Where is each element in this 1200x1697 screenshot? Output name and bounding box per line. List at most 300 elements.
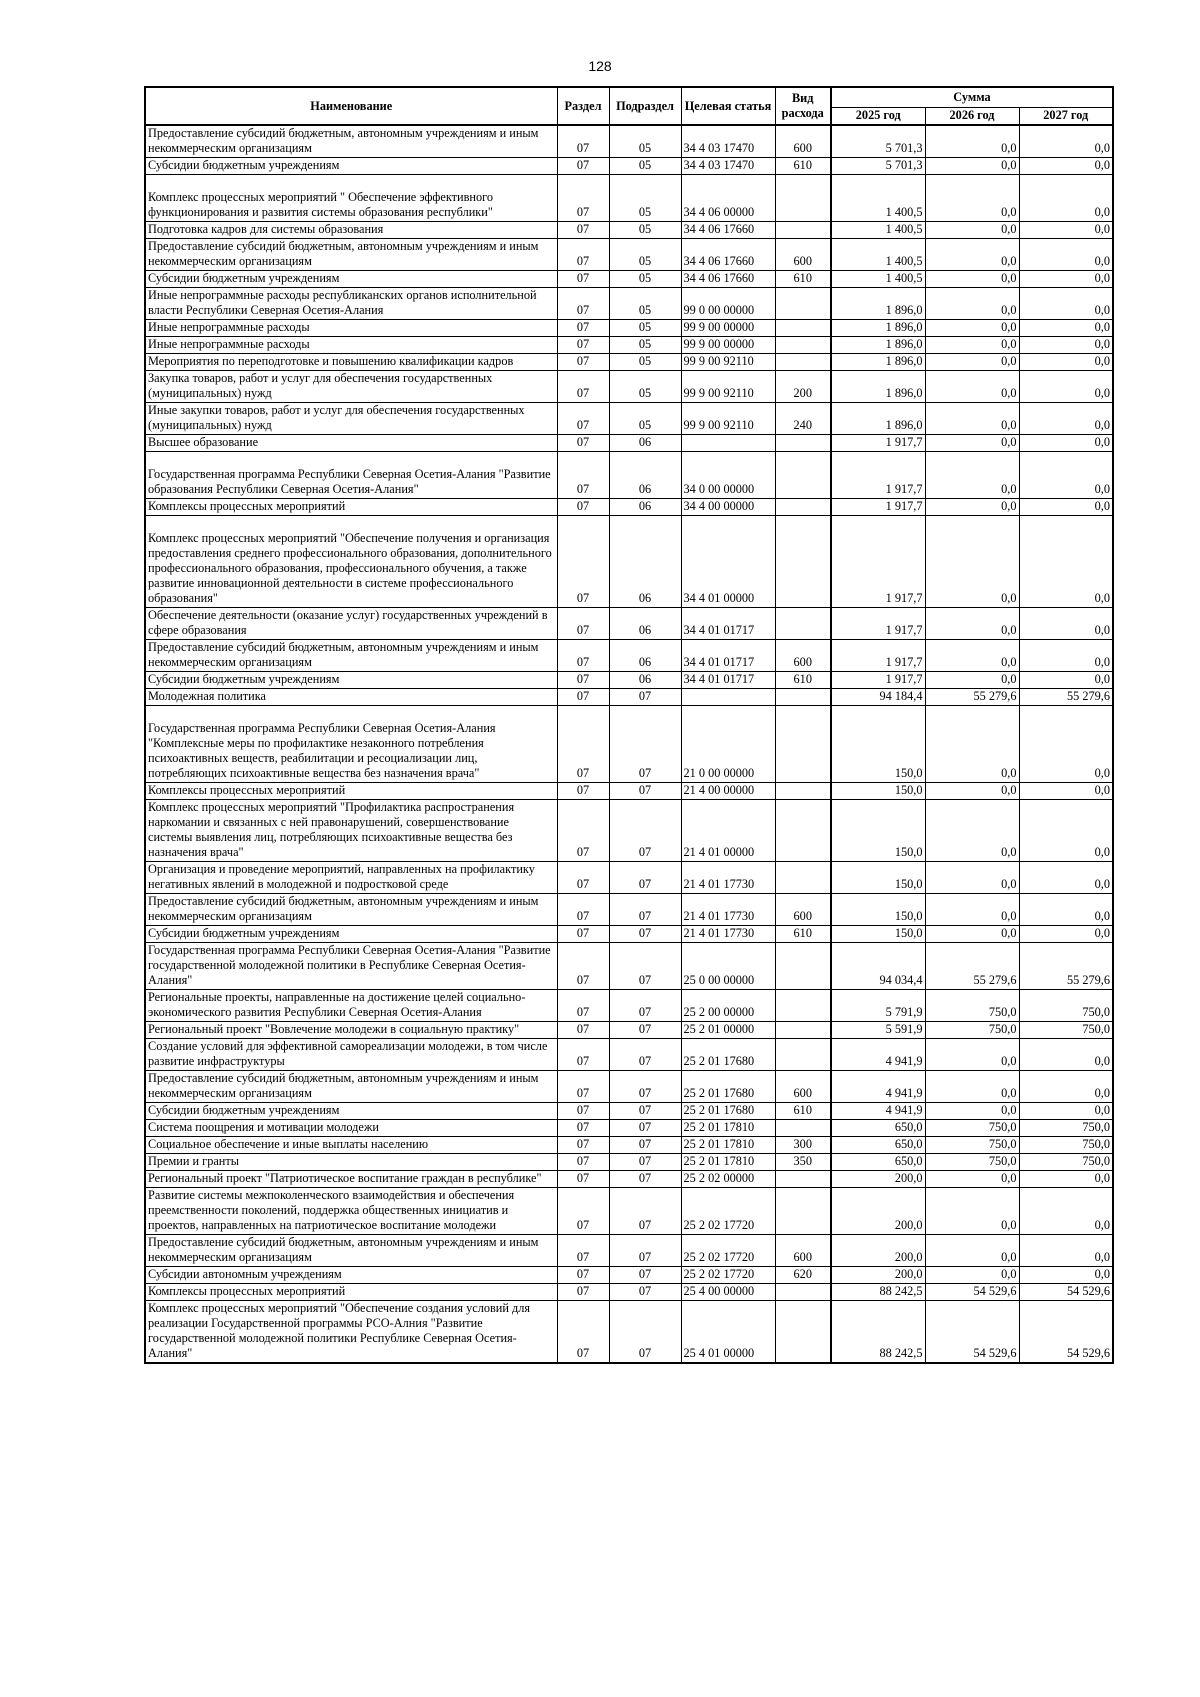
cell-sum-2026: 0,0	[925, 435, 1019, 452]
cell-expense-type	[775, 1022, 831, 1039]
cell-sum-2026: 0,0	[925, 175, 1019, 222]
cell-subsection: 07	[609, 1154, 681, 1171]
cell-name: Предоставление субсидий бюджетным, автономным учреждениям и иным некоммерческим организациям	[145, 239, 557, 271]
cell-expense-type: 600	[775, 894, 831, 926]
cell-sum-2026: 750,0	[925, 1022, 1019, 1039]
header-sum: Сумма	[831, 87, 1113, 107]
cell-section: 07	[557, 689, 609, 706]
cell-subsection: 07	[609, 1267, 681, 1284]
cell-name: Создание условий для эффективной самореализации молодежи, в том числе развитие инфраструктуры	[145, 1039, 557, 1071]
cell-sum-2025: 1 400,5	[831, 271, 925, 288]
cell-sum-2027: 0,0	[1019, 706, 1113, 783]
table-row	[145, 337, 1113, 354]
cell-sum-2027: 0,0	[1019, 1235, 1113, 1267]
table-row	[145, 125, 1113, 158]
cell-sum-2025: 650,0	[831, 1137, 925, 1154]
cell-subsection: 06	[609, 516, 681, 608]
header-name: Наименование	[145, 87, 557, 125]
cell-name: Предоставление субсидий бюджетным, автономным учреждениям и иным некоммерческим организациям	[145, 1235, 557, 1267]
cell-sum-2025: 5 701,3	[831, 158, 925, 175]
cell-target-article: 25 2 00 00000	[681, 990, 775, 1022]
cell-sum-2027: 0,0	[1019, 435, 1113, 452]
cell-subsection: 05	[609, 288, 681, 320]
cell-sum-2026: 0,0	[925, 1039, 1019, 1071]
cell-section: 07	[557, 1022, 609, 1039]
header-target-article: Целевая статья	[681, 87, 775, 125]
cell-sum-2025: 88 242,5	[831, 1284, 925, 1301]
cell-sum-2026: 750,0	[925, 1120, 1019, 1137]
cell-sum-2025: 1 400,5	[831, 175, 925, 222]
cell-name: Закупка товаров, работ и услуг для обеспечения государственных (муниципальных) нужд	[145, 371, 557, 403]
cell-subsection: 07	[609, 943, 681, 990]
cell-sum-2026: 0,0	[925, 1188, 1019, 1235]
cell-section: 07	[557, 1137, 609, 1154]
cell-subsection: 07	[609, 1301, 681, 1364]
cell-name: Премии и гранты	[145, 1154, 557, 1171]
cell-sum-2026: 0,0	[925, 239, 1019, 271]
cell-section: 07	[557, 926, 609, 943]
cell-target-article: 21 4 01 00000	[681, 800, 775, 862]
cell-sum-2025: 1 896,0	[831, 354, 925, 371]
cell-section: 07	[557, 403, 609, 435]
cell-expense-type	[775, 1171, 831, 1188]
cell-target-article: 34 4 06 17660	[681, 239, 775, 271]
cell-subsection: 05	[609, 403, 681, 435]
cell-target-article: 25 2 01 17810	[681, 1154, 775, 1171]
cell-name: Субсидии бюджетным учреждениям	[145, 926, 557, 943]
cell-subsection: 05	[609, 158, 681, 175]
cell-target-article: 34 4 06 17660	[681, 222, 775, 239]
cell-sum-2026: 0,0	[925, 452, 1019, 499]
cell-subsection: 05	[609, 371, 681, 403]
cell-name: Комплекс процессных мероприятий "Обеспечение получения и организация предоставления среднего профессионального образования, дополнительного профессионального образования, профессионального обучения, а также развитие инновационной деятельности в системе профессионального образования"	[145, 516, 557, 608]
table-row	[145, 1022, 1113, 1039]
table-row	[145, 222, 1113, 239]
cell-section: 07	[557, 320, 609, 337]
cell-sum-2027: 0,0	[1019, 1039, 1113, 1071]
cell-sum-2026: 0,0	[925, 499, 1019, 516]
cell-section: 07	[557, 288, 609, 320]
header-2025: 2025 год	[831, 107, 925, 125]
table-row	[145, 1301, 1113, 1364]
cell-section: 07	[557, 894, 609, 926]
cell-section: 07	[557, 1188, 609, 1235]
cell-target-article: 34 0 00 00000	[681, 452, 775, 499]
cell-name: Иные непрограммные расходы	[145, 337, 557, 354]
cell-subsection: 07	[609, 1171, 681, 1188]
cell-section: 07	[557, 1284, 609, 1301]
cell-subsection: 07	[609, 862, 681, 894]
cell-expense-type: 610	[775, 271, 831, 288]
cell-sum-2026: 0,0	[925, 608, 1019, 640]
cell-sum-2027: 0,0	[1019, 271, 1113, 288]
cell-sum-2025: 4 941,9	[831, 1039, 925, 1071]
cell-expense-type: 600	[775, 1235, 831, 1267]
cell-expense-type	[775, 1039, 831, 1071]
cell-expense-type	[775, 499, 831, 516]
table-row	[145, 1171, 1113, 1188]
cell-expense-type: 600	[775, 1071, 831, 1103]
cell-name: Комплекс процессных мероприятий "Профилактика распространения наркомании и связанных с ней правонарушений, совершенствование системы выявления лиц, потребляющих психоактивные вещества без назначения врача"	[145, 800, 557, 862]
cell-section: 07	[557, 125, 609, 158]
cell-subsection: 07	[609, 1120, 681, 1137]
cell-subsection: 07	[609, 1022, 681, 1039]
cell-name: Развитие системы межпоколенческого взаимодействия и обеспечения преемственности поколений, поддержка общественных инициатив и проектов, направленных на патриотическое воспитание молодежи	[145, 1188, 557, 1235]
cell-section: 07	[557, 1267, 609, 1284]
cell-section: 07	[557, 337, 609, 354]
header-2026: 2026 год	[925, 107, 1019, 125]
table-row	[145, 894, 1113, 926]
table-row	[145, 1267, 1113, 1284]
cell-target-article: 34 4 03 17470	[681, 125, 775, 158]
table-row	[145, 1137, 1113, 1154]
cell-subsection: 05	[609, 337, 681, 354]
cell-target-article: 34 4 01 00000	[681, 516, 775, 608]
cell-name: Региональный проект "Патриотическое воспитание граждан в республике"	[145, 1171, 557, 1188]
cell-target-article: 21 0 00 00000	[681, 706, 775, 783]
table-row	[145, 354, 1113, 371]
cell-sum-2026: 0,0	[925, 516, 1019, 608]
cell-sum-2027: 0,0	[1019, 640, 1113, 672]
cell-name: Организация и проведение мероприятий, направленных на профилактику негативных явлений в молодежной и подростковой среде	[145, 862, 557, 894]
cell-sum-2026: 0,0	[925, 337, 1019, 354]
table-row	[145, 403, 1113, 435]
cell-section: 07	[557, 862, 609, 894]
cell-sum-2027: 0,0	[1019, 337, 1113, 354]
cell-target-article: 34 4 03 17470	[681, 158, 775, 175]
cell-target-article: 34 4 06 17660	[681, 271, 775, 288]
table-row	[145, 706, 1113, 783]
cell-sum-2025: 4 941,9	[831, 1071, 925, 1103]
cell-section: 07	[557, 271, 609, 288]
cell-target-article: 99 9 00 92110	[681, 354, 775, 371]
cell-sum-2026: 0,0	[925, 894, 1019, 926]
table-row	[145, 435, 1113, 452]
cell-section: 07	[557, 706, 609, 783]
cell-sum-2027: 55 279,6	[1019, 943, 1113, 990]
cell-target-article: 21 4 01 17730	[681, 862, 775, 894]
cell-target-article: 21 4 00 00000	[681, 783, 775, 800]
cell-section: 07	[557, 1235, 609, 1267]
cell-target-article: 25 2 01 00000	[681, 1022, 775, 1039]
cell-sum-2027: 750,0	[1019, 990, 1113, 1022]
cell-sum-2025: 650,0	[831, 1120, 925, 1137]
cell-subsection: 06	[609, 435, 681, 452]
table-row	[145, 1235, 1113, 1267]
cell-expense-type	[775, 608, 831, 640]
cell-sum-2026: 0,0	[925, 222, 1019, 239]
cell-expense-type	[775, 1188, 831, 1235]
cell-expense-type: 610	[775, 1103, 831, 1120]
cell-expense-type	[775, 783, 831, 800]
cell-name: Предоставление субсидий бюджетным, автономным учреждениям и иным некоммерческим организациям	[145, 125, 557, 158]
cell-subsection: 06	[609, 452, 681, 499]
cell-sum-2027: 0,0	[1019, 452, 1113, 499]
cell-sum-2025: 1 917,7	[831, 640, 925, 672]
header-subsection: Подраздел	[609, 87, 681, 125]
cell-expense-type: 610	[775, 672, 831, 689]
page-number: 128	[588, 58, 612, 74]
cell-subsection: 05	[609, 222, 681, 239]
cell-target-article: 99 9 00 00000	[681, 337, 775, 354]
cell-expense-type	[775, 222, 831, 239]
cell-sum-2027: 0,0	[1019, 320, 1113, 337]
table-row	[145, 1103, 1113, 1120]
cell-sum-2027: 0,0	[1019, 926, 1113, 943]
cell-subsection: 05	[609, 175, 681, 222]
cell-sum-2027: 0,0	[1019, 354, 1113, 371]
cell-section: 07	[557, 990, 609, 1022]
cell-sum-2025: 200,0	[831, 1267, 925, 1284]
cell-name: Молодежная политика	[145, 689, 557, 706]
cell-sum-2026: 54 529,6	[925, 1284, 1019, 1301]
cell-sum-2026: 0,0	[925, 125, 1019, 158]
cell-sum-2026: 0,0	[925, 271, 1019, 288]
cell-sum-2026: 55 279,6	[925, 689, 1019, 706]
cell-expense-type	[775, 990, 831, 1022]
cell-sum-2025: 1 400,5	[831, 239, 925, 271]
cell-sum-2025: 1 917,7	[831, 608, 925, 640]
cell-sum-2025: 4 941,9	[831, 1103, 925, 1120]
cell-sum-2026: 0,0	[925, 1267, 1019, 1284]
cell-sum-2027: 0,0	[1019, 175, 1113, 222]
cell-sum-2027: 0,0	[1019, 1071, 1113, 1103]
table-row	[145, 320, 1113, 337]
cell-subsection: 05	[609, 271, 681, 288]
cell-expense-type	[775, 800, 831, 862]
cell-name: Государственная программа Республики Северная Осетия-Алания "Развитие образования Республики Северная Осетия-Алания"	[145, 452, 557, 499]
cell-sum-2027: 0,0	[1019, 1267, 1113, 1284]
cell-sum-2026: 0,0	[925, 706, 1019, 783]
cell-sum-2025: 1 896,0	[831, 288, 925, 320]
cell-sum-2027: 0,0	[1019, 125, 1113, 158]
table-row	[145, 783, 1113, 800]
cell-sum-2026: 0,0	[925, 640, 1019, 672]
cell-expense-type	[775, 435, 831, 452]
cell-expense-type: 350	[775, 1154, 831, 1171]
cell-section: 07	[557, 516, 609, 608]
cell-name: Иные непрограммные расходы	[145, 320, 557, 337]
table-row	[145, 800, 1113, 862]
cell-sum-2025: 94 184,4	[831, 689, 925, 706]
table-row	[145, 1120, 1113, 1137]
cell-target-article: 25 2 01 17680	[681, 1039, 775, 1071]
table-row	[145, 499, 1113, 516]
table-row	[145, 371, 1113, 403]
cell-expense-type: 600	[775, 640, 831, 672]
cell-sum-2026: 0,0	[925, 354, 1019, 371]
cell-subsection: 07	[609, 926, 681, 943]
cell-sum-2025: 150,0	[831, 862, 925, 894]
cell-section: 07	[557, 158, 609, 175]
cell-sum-2025: 650,0	[831, 1154, 925, 1171]
cell-name: Субсидии бюджетным учреждениям	[145, 158, 557, 175]
cell-section: 07	[557, 1171, 609, 1188]
table-row	[145, 689, 1113, 706]
cell-sum-2025: 1 896,0	[831, 320, 925, 337]
cell-target-article: 99 9 00 92110	[681, 403, 775, 435]
cell-section: 07	[557, 672, 609, 689]
cell-expense-type	[775, 1301, 831, 1364]
cell-section: 07	[557, 1301, 609, 1364]
cell-name: Государственная программа Республики Северная Осетия-Алания "Развитие государственной молодежной политики в Республике Северная Осетия-Алания"	[145, 943, 557, 990]
cell-target-article: 21 4 01 17730	[681, 926, 775, 943]
cell-name: Предоставление субсидий бюджетным, автономным учреждениям и иным некоммерческим организациям	[145, 640, 557, 672]
cell-sum-2025: 1 400,5	[831, 222, 925, 239]
cell-section: 07	[557, 435, 609, 452]
cell-subsection: 07	[609, 990, 681, 1022]
cell-section: 07	[557, 452, 609, 499]
cell-target-article	[681, 435, 775, 452]
cell-target-article: 99 0 00 00000	[681, 288, 775, 320]
cell-sum-2026: 750,0	[925, 990, 1019, 1022]
cell-sum-2027: 0,0	[1019, 371, 1113, 403]
cell-expense-type	[775, 706, 831, 783]
table-row	[145, 175, 1113, 222]
cell-section: 07	[557, 1071, 609, 1103]
table-row	[145, 1284, 1113, 1301]
cell-sum-2026: 750,0	[925, 1137, 1019, 1154]
cell-sum-2025: 150,0	[831, 894, 925, 926]
cell-subsection: 05	[609, 125, 681, 158]
cell-sum-2025: 5 701,3	[831, 125, 925, 158]
cell-sum-2027: 0,0	[1019, 288, 1113, 320]
cell-subsection: 07	[609, 706, 681, 783]
cell-subsection: 06	[609, 640, 681, 672]
cell-target-article: 34 4 01 01717	[681, 640, 775, 672]
cell-sum-2027: 750,0	[1019, 1154, 1113, 1171]
cell-sum-2027: 0,0	[1019, 608, 1113, 640]
cell-name: Государственная программа Республики Северная Осетия-Алания "Комплексные меры по профилактике незаконного потребления психоактивных веществ, реабилитации и ресоциализации лиц, потребляющих психоактивные вещества без назначения врача"	[145, 706, 557, 783]
table-row	[145, 672, 1113, 689]
cell-section: 07	[557, 175, 609, 222]
cell-sum-2025: 1 896,0	[831, 337, 925, 354]
table-row	[145, 943, 1113, 990]
cell-sum-2027: 0,0	[1019, 862, 1113, 894]
table-row	[145, 608, 1113, 640]
cell-sum-2025: 5 791,9	[831, 990, 925, 1022]
cell-sum-2026: 0,0	[925, 862, 1019, 894]
cell-sum-2027: 0,0	[1019, 1188, 1113, 1235]
cell-sum-2026: 0,0	[925, 800, 1019, 862]
cell-target-article: 21 4 01 17730	[681, 894, 775, 926]
cell-name: Иные закупки товаров, работ и услуг для обеспечения государственных (муниципальных) нужд	[145, 403, 557, 435]
cell-name: Комплексы процессных мероприятий	[145, 783, 557, 800]
cell-expense-type	[775, 337, 831, 354]
cell-sum-2027: 750,0	[1019, 1022, 1113, 1039]
cell-sum-2025: 150,0	[831, 783, 925, 800]
cell-subsection: 06	[609, 608, 681, 640]
cell-expense-type	[775, 320, 831, 337]
table-row	[145, 271, 1113, 288]
cell-section: 07	[557, 499, 609, 516]
cell-sum-2027: 0,0	[1019, 158, 1113, 175]
cell-section: 07	[557, 800, 609, 862]
cell-sum-2025: 150,0	[831, 800, 925, 862]
cell-sum-2026: 0,0	[925, 1071, 1019, 1103]
cell-target-article	[681, 689, 775, 706]
cell-subsection: 07	[609, 1188, 681, 1235]
cell-target-article: 99 9 00 92110	[681, 371, 775, 403]
cell-section: 07	[557, 1103, 609, 1120]
cell-sum-2027: 55 279,6	[1019, 689, 1113, 706]
cell-name: Региональный проект "Вовлечение молодежи в социальную практику"	[145, 1022, 557, 1039]
cell-name: Предоставление субсидий бюджетным, автономным учреждениям и иным некоммерческим организациям	[145, 1071, 557, 1103]
table-body	[145, 125, 1113, 1363]
cell-sum-2026: 0,0	[925, 158, 1019, 175]
cell-subsection: 05	[609, 354, 681, 371]
cell-sum-2027: 0,0	[1019, 499, 1113, 516]
cell-target-article: 25 2 02 00000	[681, 1171, 775, 1188]
cell-sum-2027: 0,0	[1019, 516, 1113, 608]
cell-sum-2026: 0,0	[925, 1235, 1019, 1267]
cell-name: Подготовка кадров для системы образования	[145, 222, 557, 239]
cell-target-article: 25 2 01 17680	[681, 1071, 775, 1103]
cell-expense-type: 240	[775, 403, 831, 435]
table-row	[145, 239, 1113, 271]
table-row	[145, 1039, 1113, 1071]
cell-target-article: 25 4 01 00000	[681, 1301, 775, 1364]
cell-expense-type	[775, 862, 831, 894]
table-row	[145, 1071, 1113, 1103]
cell-name: Субсидии бюджетным учреждениям	[145, 271, 557, 288]
cell-name: Обеспечение деятельности (оказание услуг) государственных учреждений в сфере образования	[145, 608, 557, 640]
cell-name: Субсидии бюджетным учреждениям	[145, 672, 557, 689]
cell-name: Субсидии автономным учреждениям	[145, 1267, 557, 1284]
cell-sum-2026: 750,0	[925, 1154, 1019, 1171]
cell-sum-2025: 1 917,7	[831, 499, 925, 516]
budget-table	[144, 86, 1114, 1364]
cell-sum-2026: 54 529,6	[925, 1301, 1019, 1364]
cell-sum-2026: 55 279,6	[925, 943, 1019, 990]
table-row	[145, 1188, 1113, 1235]
cell-name: Мероприятия по переподготовке и повышению квалификации кадров	[145, 354, 557, 371]
cell-target-article: 34 4 00 00000	[681, 499, 775, 516]
cell-subsection: 07	[609, 783, 681, 800]
cell-name: Комплекс процессных мероприятий " Обеспечение эффективного функционирования и развития системы образования республики"	[145, 175, 557, 222]
cell-target-article: 25 2 02 17720	[681, 1235, 775, 1267]
cell-expense-type: 300	[775, 1137, 831, 1154]
cell-target-article: 25 2 02 17720	[681, 1267, 775, 1284]
table-row	[145, 288, 1113, 320]
cell-name: Субсидии бюджетным учреждениям	[145, 1103, 557, 1120]
cell-sum-2027: 0,0	[1019, 403, 1113, 435]
cell-expense-type	[775, 516, 831, 608]
cell-section: 07	[557, 239, 609, 271]
table-row	[145, 158, 1113, 175]
cell-section: 07	[557, 354, 609, 371]
cell-name: Социальное обеспечение и иные выплаты населению	[145, 1137, 557, 1154]
cell-target-article: 25 2 01 17810	[681, 1137, 775, 1154]
cell-subsection: 07	[609, 800, 681, 862]
cell-sum-2027: 0,0	[1019, 783, 1113, 800]
cell-name: Предоставление субсидий бюджетным, автономным учреждениям и иным некоммерческим организациям	[145, 894, 557, 926]
cell-sum-2025: 94 034,4	[831, 943, 925, 990]
cell-sum-2027: 750,0	[1019, 1137, 1113, 1154]
cell-sum-2026: 0,0	[925, 783, 1019, 800]
cell-subsection: 05	[609, 239, 681, 271]
cell-target-article: 34 4 01 01717	[681, 608, 775, 640]
table-row	[145, 926, 1113, 943]
cell-subsection: 07	[609, 1284, 681, 1301]
cell-sum-2025: 1 917,7	[831, 672, 925, 689]
cell-sum-2026: 0,0	[925, 320, 1019, 337]
cell-sum-2025: 1 917,7	[831, 516, 925, 608]
cell-sum-2025: 5 591,9	[831, 1022, 925, 1039]
cell-sum-2027: 54 529,6	[1019, 1301, 1113, 1364]
cell-section: 07	[557, 222, 609, 239]
cell-subsection: 07	[609, 1235, 681, 1267]
